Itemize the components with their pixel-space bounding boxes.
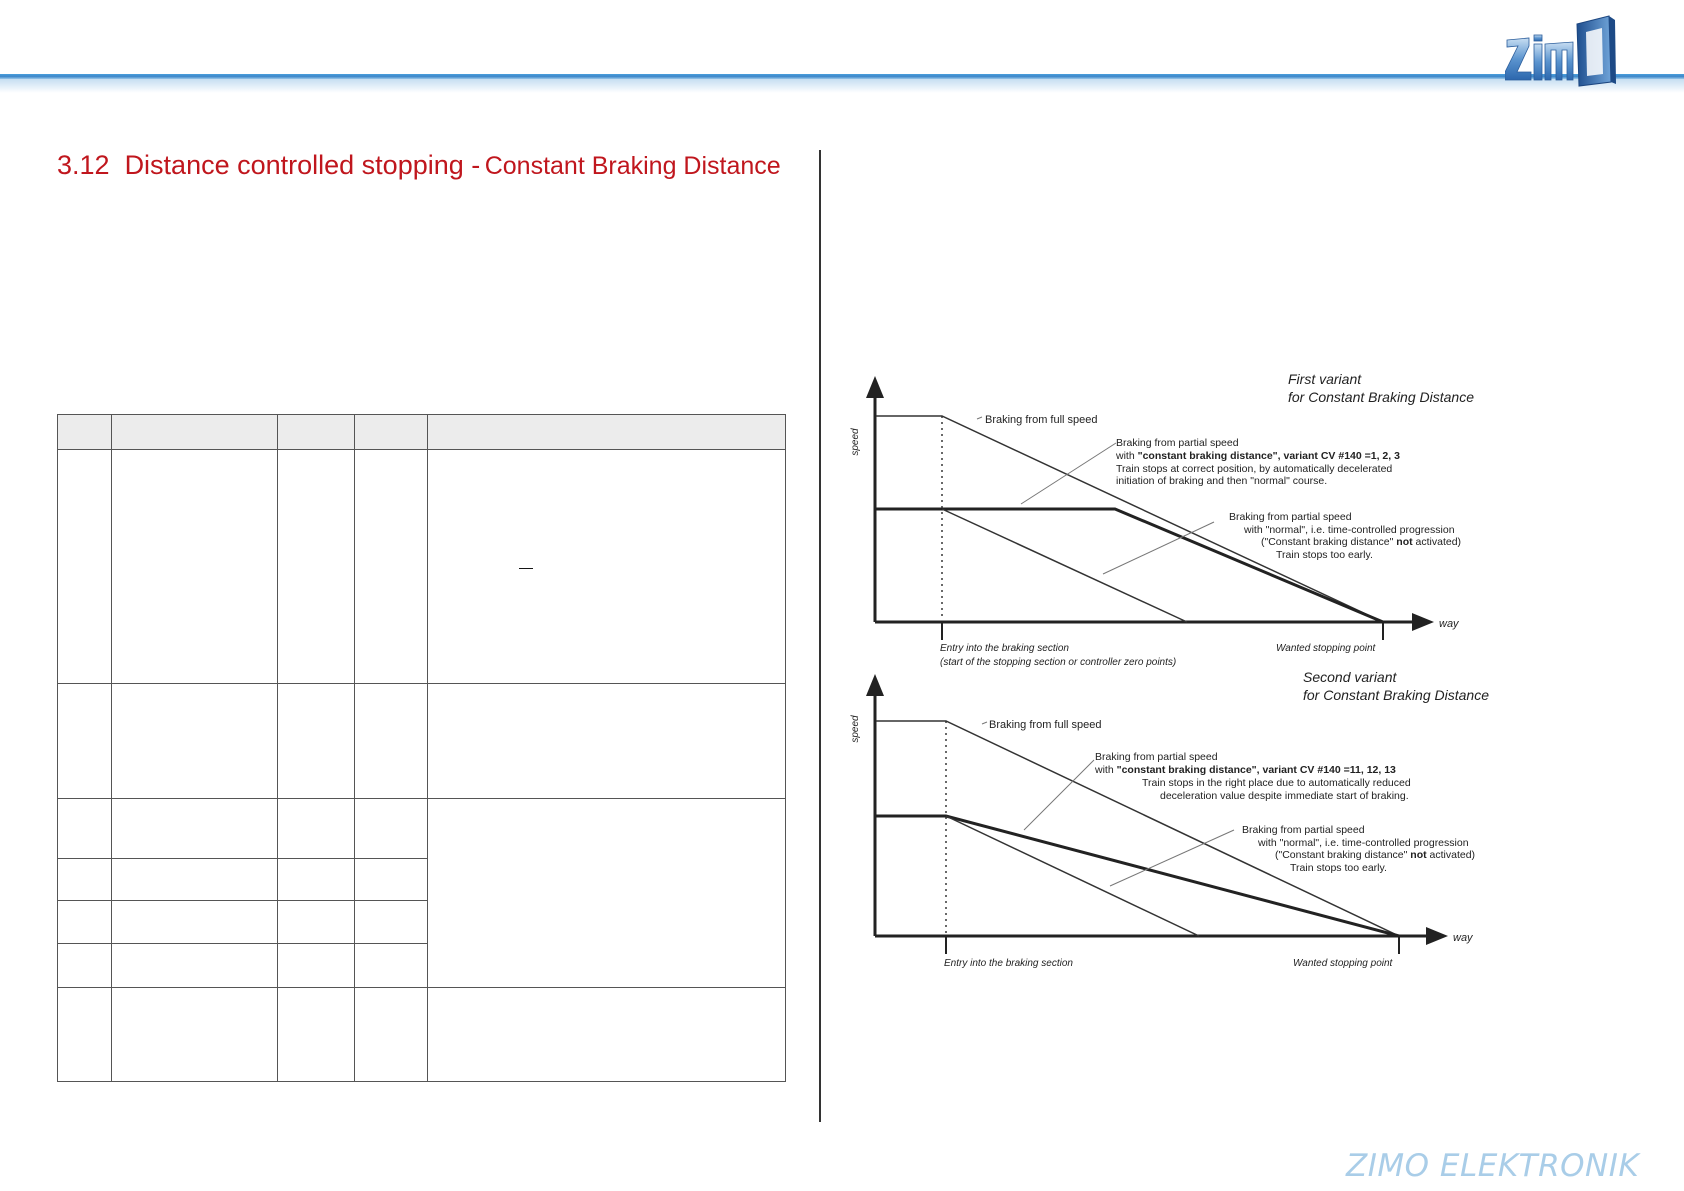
label-partial-normal: ("Constant braking distance" not activated) xyxy=(1261,536,1462,548)
leader-line xyxy=(1103,522,1214,574)
table-cell-merged xyxy=(428,799,786,988)
label-partial-cbd: Train stops in the right place due to automatically reduced xyxy=(1142,777,1411,789)
label-stop: Wanted stopping point xyxy=(1293,958,1393,969)
leader-line xyxy=(1024,760,1094,830)
x-axis-arrow-icon xyxy=(1412,613,1434,631)
table-cell xyxy=(278,859,355,901)
diagram-heading: Second variant xyxy=(1303,669,1397,685)
table-cell xyxy=(112,450,278,684)
table-cell xyxy=(355,859,428,901)
table-cell xyxy=(58,901,112,944)
section-number: 3.12 xyxy=(57,150,110,180)
y-axis-arrow-icon xyxy=(866,674,884,696)
diagram-first-variant xyxy=(850,371,1474,668)
table-row xyxy=(58,988,786,1082)
table-cell xyxy=(428,450,786,684)
diagram-heading: for Constant Braking Distance xyxy=(1303,687,1489,703)
table-header-cell xyxy=(58,415,112,450)
table-cell xyxy=(58,799,112,859)
label-entry: (start of the stopping section or controller zero points) xyxy=(940,657,1177,668)
zimo-logo-icon xyxy=(1505,14,1617,88)
header-rule-glow xyxy=(0,79,1684,93)
section-title xyxy=(57,150,781,181)
table-cell xyxy=(58,859,112,901)
table-header-row xyxy=(58,415,786,450)
table-cell xyxy=(112,799,278,859)
section-title-sub: Constant Braking Distance xyxy=(484,152,781,180)
table-cell xyxy=(355,450,428,684)
leader-line xyxy=(1110,830,1234,886)
table-header-cell xyxy=(278,415,355,450)
header xyxy=(0,0,1684,100)
label-partial-normal: ("Constant braking distance" not activated) xyxy=(1275,849,1476,861)
label-partial-normal: Train stops too early. xyxy=(1276,549,1373,561)
table-cell xyxy=(355,684,428,799)
curve-partial-normal xyxy=(942,509,1187,622)
diagram-heading: for Constant Braking Distance xyxy=(1288,389,1474,405)
y-axis-label: speed xyxy=(850,428,861,456)
column-divider xyxy=(819,150,821,1122)
table-cell xyxy=(355,988,428,1082)
label-partial-cbd: with "constant braking distance", variant CV #140 =1, 2, 3 xyxy=(1116,450,1400,462)
diagram-second-variant xyxy=(850,669,1489,969)
table-cell xyxy=(112,901,278,944)
label-full-speed: Braking from full speed xyxy=(989,719,1102,731)
label-entry: Entry into the braking section xyxy=(944,958,1073,969)
leader-line xyxy=(1021,443,1116,504)
table-cell xyxy=(428,988,786,1082)
label-partial-cbd: deceleration value despite immediate start of braking. xyxy=(1160,790,1409,802)
footer-brand: ZIMO ELEKTRONIK xyxy=(1346,1148,1640,1184)
table-cell xyxy=(355,799,428,859)
label-partial-cbd: Train stops at correct position, by automatically decelerated xyxy=(1116,463,1393,475)
label-entry: Entry into the braking section xyxy=(940,643,1069,654)
label-partial-normal: with "normal", i.e. time-controlled progression xyxy=(1244,524,1455,536)
leader-line xyxy=(982,722,987,724)
table-cell xyxy=(278,988,355,1082)
table-row xyxy=(58,450,786,684)
table-cell xyxy=(112,944,278,988)
table-header-cell xyxy=(355,415,428,450)
table-cell xyxy=(58,450,112,684)
table-cell xyxy=(58,944,112,988)
cv-table xyxy=(57,414,786,1082)
x-axis-label: way xyxy=(1453,932,1473,944)
table-cell xyxy=(278,450,355,684)
y-axis-arrow-icon xyxy=(866,376,884,398)
table-cell xyxy=(112,988,278,1082)
table-cell xyxy=(355,901,428,944)
braking-diagrams xyxy=(836,362,1516,982)
table-header-cell xyxy=(112,415,278,450)
label-partial-normal: Braking from partial speed xyxy=(1242,824,1365,836)
table-cell xyxy=(58,684,112,799)
label-full-speed: Braking from full speed xyxy=(985,414,1098,426)
label-partial-normal: with "normal", i.e. time-controlled progression xyxy=(1258,837,1469,849)
table-row xyxy=(58,799,786,859)
label-partial-cbd: initiation of braking and then "normal" course. xyxy=(1116,475,1328,487)
label-partial-cbd: Braking from partial speed xyxy=(1116,437,1239,449)
y-axis-label: speed xyxy=(850,715,861,743)
table-cell xyxy=(428,684,786,799)
table-cell xyxy=(355,944,428,988)
table-cell xyxy=(112,859,278,901)
diagram-heading: First variant xyxy=(1288,371,1362,387)
table-cell xyxy=(278,684,355,799)
label-partial-cbd: Braking from partial speed xyxy=(1095,751,1218,763)
table-cell xyxy=(112,684,278,799)
table-cell xyxy=(58,988,112,1082)
x-axis-label: way xyxy=(1439,618,1459,630)
table-row xyxy=(58,684,786,799)
leader-line xyxy=(977,417,982,419)
section-title-main: Distance controlled stopping - xyxy=(124,150,481,180)
label-partial-normal: Braking from partial speed xyxy=(1229,511,1352,523)
curve-partial-normal xyxy=(946,816,1199,936)
label-stop: Wanted stopping point xyxy=(1276,643,1376,654)
table-cell xyxy=(278,944,355,988)
table-header-cell xyxy=(428,415,786,450)
table-cell xyxy=(278,799,355,859)
table-cell-fragment: — xyxy=(519,559,533,575)
label-partial-cbd: with "constant braking distance", variant CV #140 =11, 12, 13 xyxy=(1095,764,1396,776)
table-cell xyxy=(278,901,355,944)
label-partial-normal: Train stops too early. xyxy=(1290,862,1387,874)
x-axis-arrow-icon xyxy=(1426,927,1448,945)
